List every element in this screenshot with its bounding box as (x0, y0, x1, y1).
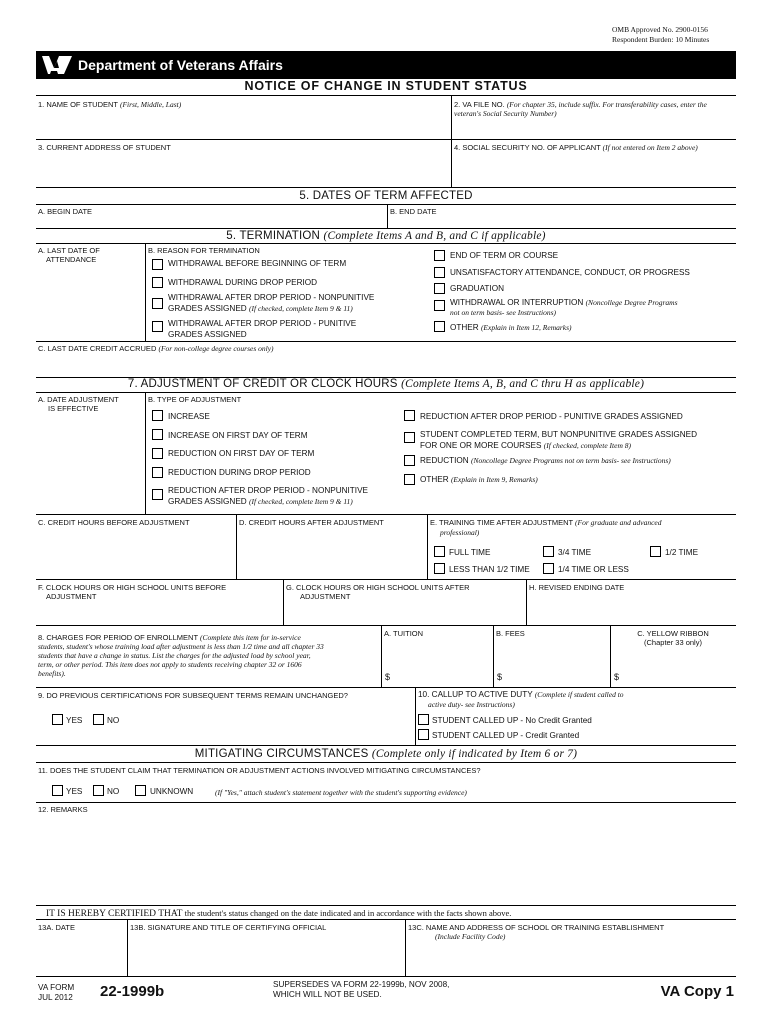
reduction-first-day-checkbox[interactable] (152, 448, 163, 459)
half-time-checkbox[interactable] (650, 546, 661, 557)
clock-after-field[interactable] (286, 604, 522, 624)
item11-label: 11. DOES THE STUDENT CLAIM THAT TERMINATION OR ADJUSTMENT ACTIONS INVOLVED MITIGATING CIRCUMSTANCES? (38, 766, 481, 775)
reason-label: B. REASON FOR TERMINATION (148, 246, 260, 255)
tuition-field[interactable] (394, 668, 489, 684)
item10-label: 10. CALLUP TO ACTIVE DUTY (Complete if student called to (418, 690, 624, 699)
date-adjustment-label1: A. DATE ADJUSTMENT (38, 395, 119, 404)
end-date-field[interactable] (390, 216, 730, 227)
increase-checkbox[interactable] (152, 410, 163, 421)
type-adjustment-label: B. TYPE OF ADJUSTMENT (148, 395, 242, 404)
fees-field[interactable] (506, 668, 606, 684)
certification-text: IT IS HEREBY CERTIFIED THAT the student's status changed on the date indicated and in accordance with the facts shown above. (46, 908, 512, 919)
item4-label: 4. SOCIAL SECURITY NO. OF APPLICANT (If not entered on Item 2 above) (454, 143, 698, 152)
full-time-checkbox[interactable] (434, 546, 445, 557)
item11-no-label: NO (107, 787, 120, 796)
less-than-half-label: LESS THAN 1/2 TIME (449, 565, 530, 574)
other-termination-checkbox[interactable] (434, 321, 445, 332)
withdrawal-during-checkbox[interactable] (152, 277, 163, 288)
clock-before-field[interactable] (38, 604, 278, 624)
withdrawal-after-nonpunitive-sub: GRADES ASSIGNED (If checked, complete Item 9 & 11) (168, 304, 353, 313)
reduction-noncollege-checkbox[interactable] (404, 455, 415, 466)
yellow-ribbon-field[interactable] (623, 668, 731, 684)
end-of-term-label: END OF TERM OR COURSE (450, 251, 559, 260)
yellow-ribbon-label: C. YELLOW RIBBON (637, 629, 709, 638)
yellow-ribbon-dollar: $ (614, 672, 620, 682)
footer-supersedes-2: WHICH WILL NOT BE USED. (273, 990, 382, 999)
withdrawal-after-punitive-label: WITHDRAWAL AFTER DROP PERIOD - PUNITIVE (168, 319, 357, 328)
item11-unknown-checkbox[interactable] (135, 785, 146, 796)
footer-form-number: 22-1999b (100, 983, 165, 1000)
credit-before-label: C. CREDIT HOURS BEFORE ADJUSTMENT (38, 518, 190, 527)
fees-label: B. FEES (496, 629, 525, 638)
called-up-credit-label: STUDENT CALLED UP - Credit Granted (432, 731, 580, 740)
called-up-no-credit-checkbox[interactable] (418, 714, 429, 725)
sec5-title: 5. DATES OF TERM AFFECTED (299, 190, 473, 202)
credit-before-field[interactable] (38, 530, 232, 576)
revised-end-label: H. REVISED ENDING DATE (529, 583, 625, 592)
end-date-label: B. END DATE (390, 207, 437, 216)
reduction-after-nonpunitive-sub: GRADES ASSIGNED (If checked, complete Item 9 & 11) (168, 497, 353, 506)
withdrawal-after-punitive-checkbox[interactable] (152, 321, 163, 332)
item9-no-label: NO (107, 716, 120, 725)
remarks-field[interactable] (38, 816, 730, 904)
reduction-drop-label: REDUCTION DURING DROP PERIOD (168, 468, 311, 477)
item11-hint: (If "Yes," attach student's statement together with the student's supporting evidence) (215, 788, 467, 797)
student-completed-label: STUDENT COMPLETED TERM, BUT NONPUNITIVE GRADES ASSIGNED (420, 430, 698, 439)
tuition-dollar: $ (385, 672, 391, 682)
increase-label: INCREASE (168, 412, 210, 421)
withdrawal-interruption-hint: not on term basis- see Instructions) (450, 308, 557, 317)
withdrawal-interruption-label: WITHDRAWAL OR INTERRUPTION (Noncollege Degree Programs (450, 298, 678, 307)
withdrawal-after-punitive-sub: GRADES ASSIGNED (168, 330, 247, 339)
form-title: NOTICE OF CHANGE IN STUDENT STATUS (244, 79, 528, 93)
training-time-label: E. TRAINING TIME AFTER ADJUSTMENT (For graduate and advanced (430, 518, 662, 527)
mitigating-title: MITIGATING CIRCUMSTANCES (Complete only if indicated by Item 6 or 7) (194, 748, 578, 760)
agency-name: Department of Veterans Affairs (78, 57, 283, 73)
item11-no-checkbox[interactable] (93, 785, 104, 796)
begin-date-field[interactable] (38, 216, 383, 227)
agency-banner (36, 51, 736, 79)
reduction-first-day-label: REDUCTION ON FIRST DAY OF TERM (168, 449, 315, 458)
student-completed-sub: FOR ONE OR MORE COURSES (If checked, complete Item 8) (420, 441, 631, 450)
withdrawal-after-nonpunitive-label: WITHDRAWAL AFTER DROP PERIOD - NONPUNITIVE (168, 293, 375, 302)
item10-hint: active duty- see Instructions) (428, 700, 515, 709)
va-logo-icon (40, 53, 74, 77)
clock-before-label1: F. CLOCK HOURS OR HIGH SCHOOL UNITS BEFORE (38, 583, 227, 592)
last-credit-label: C. LAST DATE CREDIT ACCRUED (For non-college degree courses only) (38, 344, 274, 353)
begin-date-label: A. BEGIN DATE (38, 207, 93, 216)
adjustment-title: 7. ADJUSTMENT OF CREDIT OR CLOCK HOURS (Complete Items A, B, and C thru H as applicable) (127, 378, 645, 390)
last-date-label1: A. LAST DATE OF (38, 246, 100, 255)
reduction-punitive-checkbox[interactable] (404, 410, 415, 421)
increase-first-day-label: INCREASE ON FIRST DAY OF TERM (168, 431, 308, 440)
withdrawal-before-checkbox[interactable] (152, 259, 163, 270)
item9-label: 9. DO PREVIOUS CERTIFICATIONS FOR SUBSEQUENT TERMS REMAIN UNCHANGED? (38, 691, 348, 700)
ssn-field[interactable] (454, 164, 734, 186)
student-address-field[interactable] (38, 154, 448, 186)
three-quarter-time-checkbox[interactable] (543, 546, 554, 557)
unsatisfactory-checkbox[interactable] (434, 267, 445, 278)
school-13c-field[interactable] (408, 945, 730, 975)
clock-before-label2: ADJUSTMENT (46, 592, 97, 601)
termination-title: 5. TERMINATION (Complete Items A and B, and C if applicable) (226, 230, 546, 242)
called-up-no-credit-label: STUDENT CALLED UP - No Credit Granted (432, 716, 592, 725)
withdrawal-after-nonpunitive-checkbox[interactable] (152, 298, 163, 309)
item3-label: 3. CURRENT ADDRESS OF STUDENT (38, 143, 171, 152)
item11-yes-checkbox[interactable] (52, 785, 63, 796)
item2-label: 2. VA FILE NO. (For chapter 35, include suffix. For transferability cases, enter the veteran's Social Security Number) (454, 100, 707, 118)
quarter-or-less-checkbox[interactable] (543, 563, 554, 574)
reduction-punitive-label: REDUCTION AFTER DROP PERIOD - PUNITIVE GRADES ASSIGNED (420, 412, 683, 421)
graduation-label: GRADUATION (450, 284, 504, 293)
full-time-label: FULL TIME (449, 548, 491, 557)
date-13a-label: 13A. DATE (38, 923, 75, 932)
unsatisfactory-label: UNSATISFACTORY ATTENDANCE, CONDUCT, OR PROGRESS (450, 268, 690, 277)
end-of-term-checkbox[interactable] (434, 250, 445, 261)
graduation-checkbox[interactable] (434, 283, 445, 294)
school-13c-label: 13C. NAME AND ADDRESS OF SCHOOL OR TRAINING ESTABLISHMENT (408, 923, 665, 932)
increase-first-day-checkbox[interactable] (152, 429, 163, 440)
respondent-burden: Respondent Burden: 10 Minutes (612, 35, 710, 44)
item1-label: 1. NAME OF STUDENT (First, Middle, Last) (38, 100, 182, 109)
student-name-field[interactable] (38, 112, 448, 138)
revised-end-field[interactable] (529, 604, 729, 624)
footer-supersedes-1: SUPERSEDES VA FORM 22-1999b, NOV 2008, (273, 980, 450, 989)
item8-label: 8. CHARGES FOR PERIOD OF ENROLLMENT (Complete this item for in-service students, student's whose training load after adjustment is less than 1/2 time and all chapter 33 students that have a change in status. List the charges for the adjusted load by school year, term, or other period. This item does not apply to students receiving chapter 32 or 1606 benefits). (38, 633, 324, 678)
reduction-after-nonpunitive-label: REDUCTION AFTER DROP PERIOD - NONPUNITIVE (168, 486, 369, 495)
other-adjustment-checkbox[interactable] (404, 474, 415, 485)
clock-after-label1: G. CLOCK HOURS OR HIGH SCHOOL UNITS AFTER (286, 583, 470, 592)
signature-13b-field[interactable] (130, 935, 401, 975)
item11-unknown-label: UNKNOWN (150, 787, 194, 796)
student-completed-checkbox[interactable] (404, 432, 415, 443)
reduction-after-nonpunitive-checkbox[interactable] (152, 489, 163, 500)
withdrawal-before-label: WITHDRAWAL BEFORE BEGINNING OF TERM (168, 259, 347, 268)
last-credit-field[interactable] (38, 356, 728, 376)
item9-no-checkbox[interactable] (93, 714, 104, 725)
other-termination-label: OTHER (Explain in Item 12, Remarks) (450, 323, 572, 332)
three-quarter-time-label: 3/4 TIME (558, 548, 592, 557)
training-time-hint: professional) (440, 528, 480, 537)
signature-13b-label: 13B. SIGNATURE AND TITLE OF CERTIFYING OFFICIAL (130, 923, 327, 932)
less-than-half-checkbox[interactable] (434, 563, 445, 574)
half-time-label: 1/2 TIME (665, 548, 699, 557)
last-date-label2: ATTENDANCE (46, 255, 97, 264)
withdrawal-during-label: WITHDRAWAL DURING DROP PERIOD (168, 278, 318, 287)
clock-after-label2: ADJUSTMENT (300, 592, 351, 601)
withdrawal-interruption-checkbox[interactable] (434, 300, 445, 311)
footer-va-form: VA FORM (38, 983, 75, 992)
called-up-credit-checkbox[interactable] (418, 729, 429, 740)
yellow-ribbon-sub: (Chapter 33 only) (644, 638, 702, 647)
remarks-label: 12. REMARKS (38, 805, 88, 814)
credit-after-label: D. CREDIT HOURS AFTER ADJUSTMENT (239, 518, 384, 527)
reduction-noncollege-label: REDUCTION (Noncollege Degree Programs not on term basis- see Instructions) (420, 456, 671, 465)
date-adjustment-label2: IS EFFECTIVE (48, 404, 99, 413)
item11-yes-label: YES (66, 787, 83, 796)
date-13a-field[interactable] (38, 935, 123, 975)
other-adjustment-label: OTHER (Explain in Item 9, Remarks) (420, 475, 538, 484)
item9-yes-checkbox[interactable] (52, 714, 63, 725)
footer-date: JUL 2012 (38, 993, 73, 1002)
omb-number: OMB Approved No. 2900-0156 (612, 25, 708, 34)
fees-dollar: $ (497, 672, 503, 682)
credit-after-field[interactable] (239, 530, 423, 576)
item9-yes-label: YES (66, 716, 83, 725)
va-file-number-field[interactable] (454, 122, 734, 138)
tuition-label: A. TUITION (384, 629, 424, 638)
quarter-or-less-label: 1/4 TIME OR LESS (558, 565, 629, 574)
footer-copy-label: VA Copy 1 (660, 983, 734, 1000)
reduction-drop-checkbox[interactable] (152, 467, 163, 478)
school-13c-hint: (Include Facility Code) (435, 932, 506, 941)
